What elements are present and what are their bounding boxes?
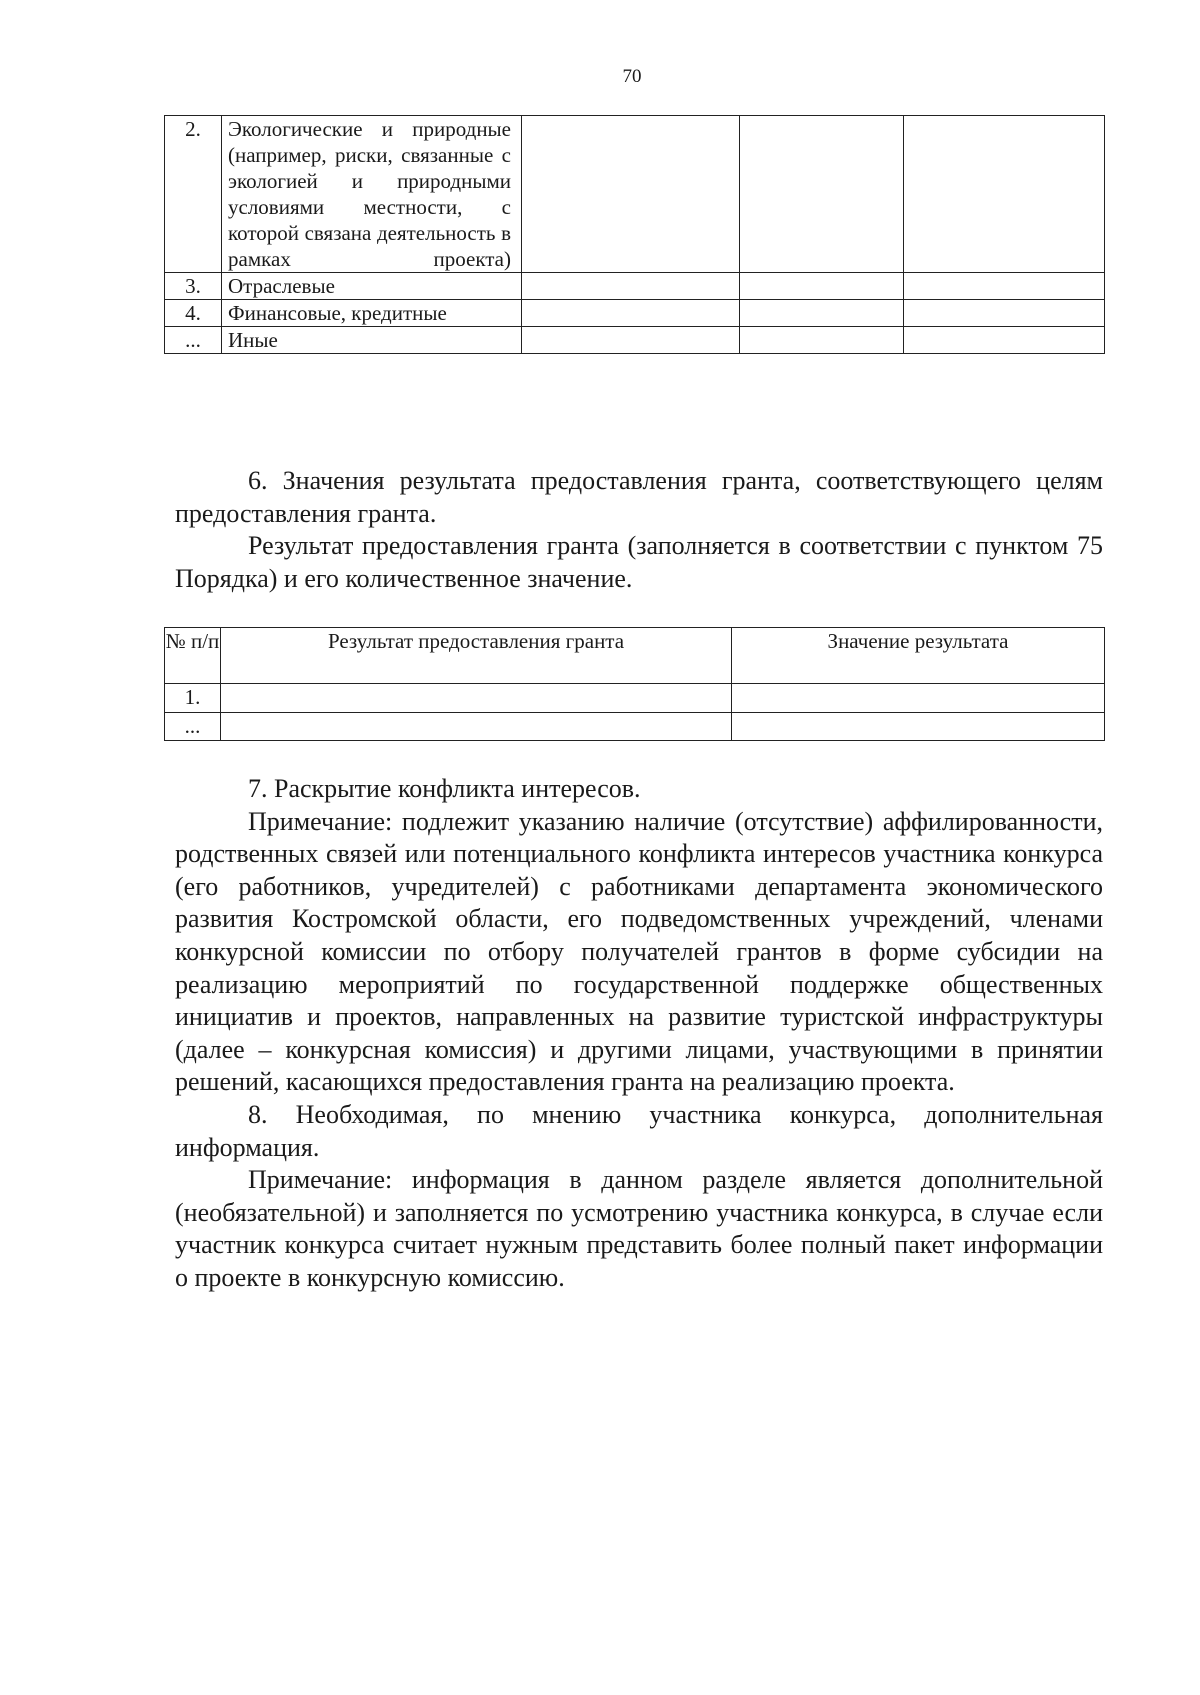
value-cell[interactable]: [732, 713, 1105, 741]
table-cell[interactable]: [522, 327, 740, 354]
table-cell[interactable]: [740, 327, 904, 354]
section-8-heading: 8. Необходимая, по мнению участника конкурса, дополнительная информация.: [175, 1099, 1103, 1162]
section-6-heading: 6. Значения результата предоставления гранта, соответствующего целям предоставления гранта.: [175, 466, 1103, 528]
row-number: 1.: [165, 684, 221, 713]
header-result: Результат предоставления гранта: [221, 628, 732, 684]
row-number: 2.: [165, 116, 222, 273]
section-7-heading: 7. Раскрытие конфликта интересов.: [248, 774, 641, 803]
section-6: [175, 465, 1103, 595]
result-cell[interactable]: [221, 713, 732, 741]
table-cell[interactable]: [904, 273, 1105, 300]
table-row: [165, 273, 1105, 300]
risk-name: Финансовые, кредитные: [222, 300, 522, 327]
table-cell[interactable]: [522, 273, 740, 300]
risks-table: [164, 115, 1105, 354]
risk-name: Экологические и природные (например, риски, связанные с экологией и природными условиями местности, с которой связана деятельность в рамках проекта): [222, 116, 522, 273]
row-number: 4.: [165, 300, 222, 327]
header-value: Значение результата: [732, 628, 1105, 684]
section-7-8: [175, 773, 1103, 1295]
row-number: ...: [165, 327, 222, 354]
results-table: [164, 627, 1105, 741]
table-cell[interactable]: [740, 116, 904, 273]
table-row: [165, 713, 1105, 741]
header-num: № п/п: [165, 628, 221, 684]
row-number: ...: [165, 713, 221, 741]
risk-name: Иные: [222, 327, 522, 354]
table-cell[interactable]: [740, 273, 904, 300]
table-cell[interactable]: [522, 116, 740, 273]
table-row: [165, 684, 1105, 713]
table-row: [165, 116, 1105, 273]
table-cell[interactable]: [904, 300, 1105, 327]
value-cell[interactable]: [732, 684, 1105, 713]
table-cell[interactable]: [904, 327, 1105, 354]
result-cell[interactable]: [221, 684, 732, 713]
risk-name: Отраслевые: [222, 273, 522, 300]
table-row: [165, 327, 1105, 354]
section-7-note: Примечание: подлежит указанию наличие (отсутствие) аффилированности, родственных связей или потенциального конфликта интересов участника конкурса (его работников, учредителей) с работниками департамента экономического развития Костромской области, его подведомственных учреждений, членами конкурсной комиссии по отбору получателей грантов в форме субсидии на реализацию мероприятий по государственной поддержке общественных инициатив и проектов, направленных на развитие туристской инфраструктуры (далее – конкурсная комиссия) и другими лицами, участвующими в принятии решений, касающихся предоставления гранта на реализацию проекта.: [175, 806, 1103, 1097]
table-cell[interactable]: [904, 116, 1105, 273]
table-header-row: [165, 628, 1105, 684]
page-number: 70: [622, 66, 642, 87]
section-6-text: Результат предоставления гранта (заполняется в соответствии с пунктом 75 Порядка) и его количественное значение.: [175, 531, 1103, 593]
row-number: 3.: [165, 273, 222, 300]
table-cell[interactable]: [740, 300, 904, 327]
section-8-note: Примечание: информация в данном разделе является дополнительной (необязательной) и заполняется по усмотрению участника конкурса, в случае если участник конкурса считает нужным представить более полный пакет информации о проекте в конкурсную комиссию.: [175, 1165, 1103, 1292]
table-row: [165, 300, 1105, 327]
table-cell[interactable]: [522, 300, 740, 327]
